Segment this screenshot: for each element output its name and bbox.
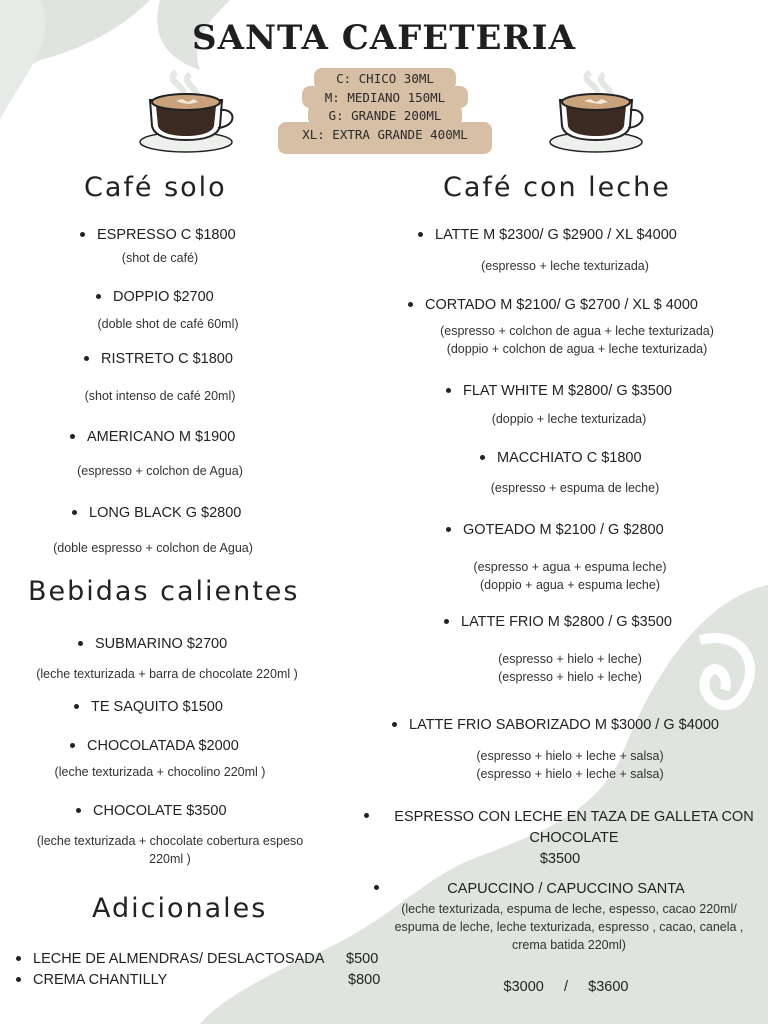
menu-item-desc: (espresso + colchon de agua + leche texturizada) [440,324,714,338]
menu-item-desc: (espresso + agua + espuma leche) [473,560,667,574]
size-mediano: M: MEDIANO 150ML [324,89,446,105]
menu-item-desc: (leche texturizada + barra de chocolate 220ml ) [36,667,298,681]
menu-item-desc: (espresso + hielo + leche) [498,652,642,666]
menu-item: ESPRESSO C $1800 [80,227,236,243]
coffee-cup-icon [546,70,658,156]
menu-item: CHOCOLATADA $2000 [70,738,239,754]
menu-item-price: $3500 [539,851,581,867]
size-grande: G: GRANDE 200ML [328,108,442,123]
menu-item: ESPRESSO CON LECHE EN TAZA DE GALLETA CON [394,809,754,825]
heading-cafe-solo: Café solo [84,172,227,203]
heading-adicionales: Adicionales [92,893,268,924]
menu-item-desc: (doppio + agua + espuma leche) [480,578,660,592]
menu-item: GOTEADO M $2100 / G $2800 [446,522,664,538]
menu-item: TE SAQUITO $1500 [74,699,223,715]
menu-item-desc: (leche texturizada + chocolino 220ml ) [54,765,266,779]
menu-item-price: $3000 / $3600 [503,979,629,995]
menu-item-desc: (espresso + colchon de Agua) [77,464,243,478]
menu-item-desc: (leche texturizada, espuma de leche, espesso, cacao 220ml/ [401,902,737,916]
menu-item-price: $800 [348,972,381,988]
menu-item-desc: espuma de leche, leche texturizada, espresso , cacao, canela , [394,920,744,934]
page-title: SANTA CAFETERIA [192,18,576,58]
menu-item: FLAT WHITE M $2800/ G $3500 [446,383,672,399]
menu-item-desc: (doppio + leche texturizada) [491,412,647,426]
menu-item-desc: (doble espresso + colchon de Agua) [53,541,253,555]
menu-item-desc: (doppio + colchon de agua + leche texturizada) [446,342,708,356]
menu-item: AMERICANO M $1900 [70,429,235,445]
menu-item: RISTRETO C $1800 [84,351,233,367]
menu-item: DOPPIO $2700 [96,289,214,305]
menu-item-desc: 220ml ) [149,852,191,866]
menu-item: CREMA CHANTILLY [16,972,167,988]
menu-item: LATTE FRIO SABORIZADO M $3000 / G $4000 [392,717,719,733]
menu-item-desc: (shot intenso de café 20ml) [84,389,236,403]
menu-item-desc: (espresso + espuma de leche) [490,481,660,495]
menu-item-desc: (leche texturizada + chocolate cobertura espeso [36,834,304,848]
heading-cafe-con-leche: Café con leche [443,172,671,203]
bullet [364,813,372,821]
menu-item-desc: (espresso + hielo + leche + salsa) [476,749,664,763]
menu-item: CAPUCCINO / CAPUCCINO SANTA [447,881,685,897]
menu-item: SUBMARINO $2700 [78,636,227,652]
menu-item: CHOCOLATE $3500 [76,803,227,819]
menu-item: CORTADO M $2100/ G $2700 / XL $ 4000 [408,297,698,313]
sizes-legend [278,68,492,154]
coffee-cup-icon [132,70,244,156]
menu-item-desc: (espresso + hielo + leche) [498,670,642,684]
heading-bebidas-calientes: Bebidas calientes [28,576,300,607]
menu-item-desc: crema batida 220ml) [512,938,626,952]
menu-item: LATTE M $2300/ G $2900 / XL $4000 [418,227,677,243]
menu-item: LONG BLACK G $2800 [72,505,241,521]
menu-item: LECHE DE ALMENDRAS/ DESLACTOSADA [16,951,324,967]
menu-item: MACCHIATO C $1800 [480,450,642,466]
menu-item-price: $500 [346,951,379,967]
menu-item-desc: (shot de café) [121,251,199,265]
menu-item: CHOCOLATE [529,830,619,846]
size-chico: C: CHICO 30ML [336,71,434,86]
menu-item: LATTE FRIO M $2800 / G $3500 [444,614,672,630]
menu-item-desc: (espresso + leche texturizada) [481,259,649,273]
menu-item-desc: (espresso + hielo + leche + salsa) [476,767,664,781]
size-extra-grande: XL: EXTRA GRANDE 400ML [302,126,468,142]
menu-item-desc: (doble shot de café 60ml) [97,317,239,331]
